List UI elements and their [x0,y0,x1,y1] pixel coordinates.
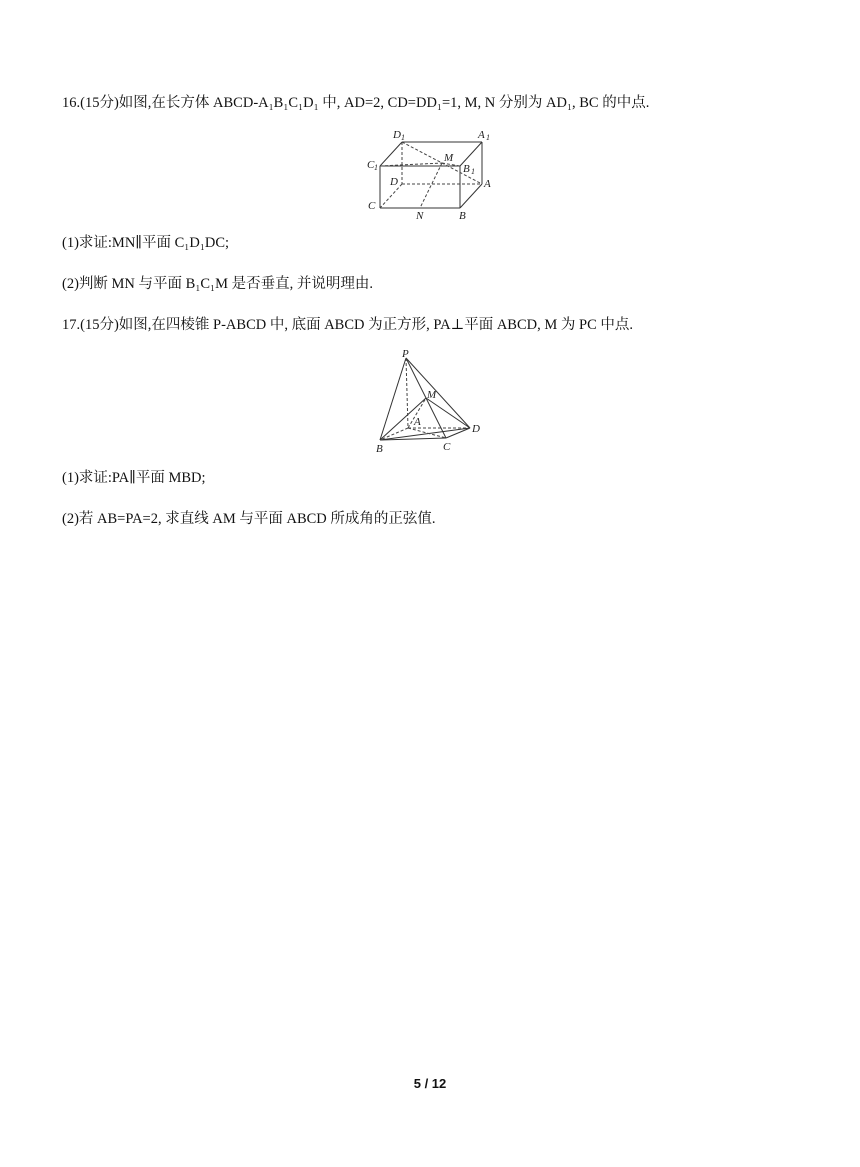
q17-part1-text: (1)求证:PA∥平面 MBD; [62,470,206,486]
q16-part2-text: (2)判断 MN 与平面 B₁C₁M 是否垂直, 并说明理由. [62,276,373,292]
label-b1-sub: 1 [471,167,475,176]
cuboid-diagram [362,126,502,220]
label-m: M [444,152,454,164]
label-c: C [368,200,376,212]
label-d1: D [393,129,401,141]
q17-stem-text: 17.(15分)如图,在四棱锥 P-ABCD 中, 底面 ABCD 为正方形, PA⊥平面 ABCD, M 为 PC 中点. [62,317,633,333]
label-n: N [416,210,424,220]
q16-part1-text: (1)求证:MN∥平面 C₁D₁DC; [62,235,230,251]
label-b: B [459,210,466,220]
label-d: D [472,423,480,435]
q16-stem [62,93,649,113]
page-number: 5 / 12 [413,1076,447,1091]
label-a: A [414,416,421,428]
label-c: C [443,441,451,453]
label-b: B [376,443,383,455]
q16-figure-cuboid [362,126,502,220]
label-a1-sub: 1 [486,133,490,142]
label-c1: C [367,159,375,171]
label-b1: B [463,163,470,175]
q17-part1 [62,468,206,488]
label-p: P [402,348,409,360]
q16-part1 [62,233,229,253]
q17-stem [62,315,633,335]
pyramid-diagram [368,348,492,456]
q17-figure-pyramid [368,348,492,456]
q16-part2 [62,274,373,294]
label-d: D [390,176,398,188]
q17-part2 [62,509,436,529]
label-c1-sub: 1 [374,163,378,172]
label-a: A [484,178,491,190]
label-d1-sub: 1 [401,133,405,142]
q16-stem-text: 16.(15分)如图,在长方体 ABCD-A₁B₁C₁D₁ 中, AD=2, CD=DD₁=1, M, N 分别为 AD₁, BC 的中点. [62,95,650,111]
q17-part2-text: (2)若 AB=PA=2, 求直线 AM 与平面 ABCD 所成角的正弦值. [62,511,436,527]
label-a1: A [478,129,485,141]
label-m: M [427,389,437,401]
